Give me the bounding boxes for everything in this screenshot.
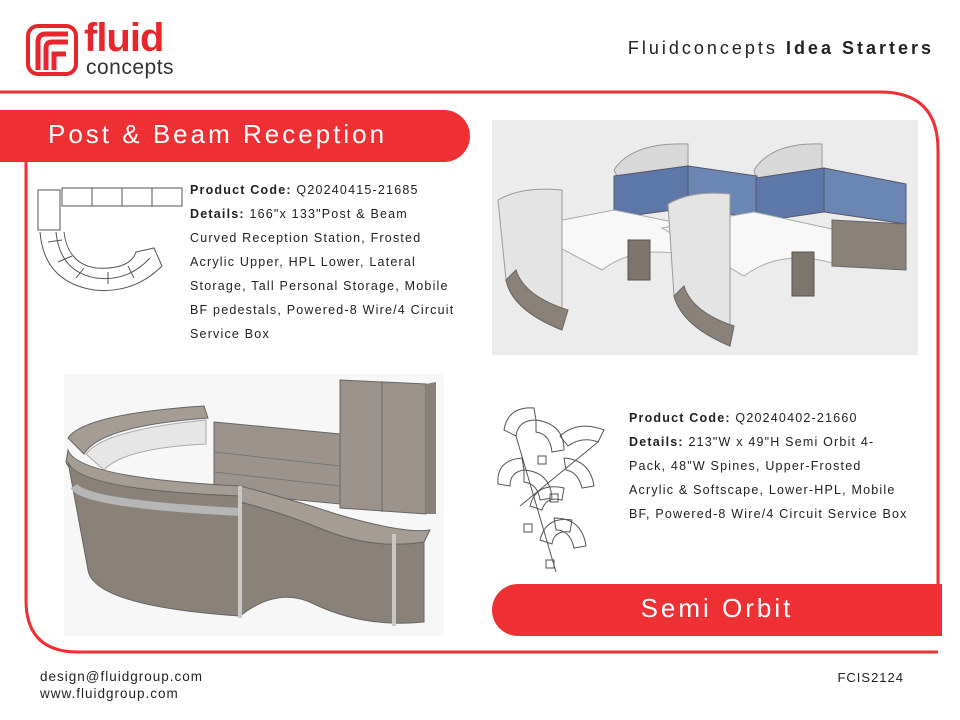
header-brand: Fluidconcepts xyxy=(627,38,778,58)
semi-orbit-render xyxy=(492,120,918,355)
post-beam-code: Q20240415-21685 xyxy=(296,183,419,197)
fluid-concepts-logo xyxy=(26,16,196,82)
post-beam-details-line xyxy=(190,202,460,346)
details-label: Details: xyxy=(190,207,245,221)
post-beam-title: Post & Beam Reception xyxy=(48,119,388,149)
footer-email-link[interactable]: design@fluidgroup.com xyxy=(40,669,204,684)
semi-orbit-code: Q20240402-21660 xyxy=(735,411,858,425)
details-label: Details: xyxy=(629,435,684,449)
logo-mark-icon xyxy=(26,24,78,76)
semi-orbit-code-line xyxy=(629,406,909,430)
semi-orbit-details-line xyxy=(629,430,909,526)
page-header-title xyxy=(628,38,934,59)
semi-orbit-title: Semi Orbit xyxy=(640,593,794,623)
post-beam-specs xyxy=(190,178,460,346)
semi-orbit-details: 213"W x 49"H Semi Orbit 4-Pack, 48"W Spines, Upper-Frosted Acrylic & Softscape, Lower-HPL, Mobile BF, Powered-8 Wire/4 Circuit Service Box xyxy=(629,435,908,521)
post-beam-banner xyxy=(0,110,470,162)
footer-website-link[interactable]: www.fluidgroup.com xyxy=(40,686,179,701)
post-beam-details: 166"x 133"Post & Beam Curved Reception Station, Frosted Acrylic Upper, HPL Lower, Lateral Storage, Tall Personal Storage, Mobile BF pedestals, Powered-8 Wire/4 Circuit Service Box xyxy=(190,207,455,341)
post-beam-code-line xyxy=(190,178,460,202)
semi-orbit-banner xyxy=(492,584,942,636)
post-beam-reception-render xyxy=(64,374,444,636)
code-label: Product Code: xyxy=(190,183,292,197)
logo-word-concepts: concepts xyxy=(86,56,175,79)
post-beam-floor-plan xyxy=(34,182,184,304)
header-tagline: Idea Starters xyxy=(785,38,934,58)
footer-doc-code: FCIS2124 xyxy=(837,670,904,685)
semi-orbit-floor-plan xyxy=(494,400,614,578)
semi-orbit-specs xyxy=(629,406,909,526)
code-label: Product Code: xyxy=(629,411,731,425)
footer-contact xyxy=(40,668,203,702)
logo-word-fluid: fluid xyxy=(84,16,164,60)
